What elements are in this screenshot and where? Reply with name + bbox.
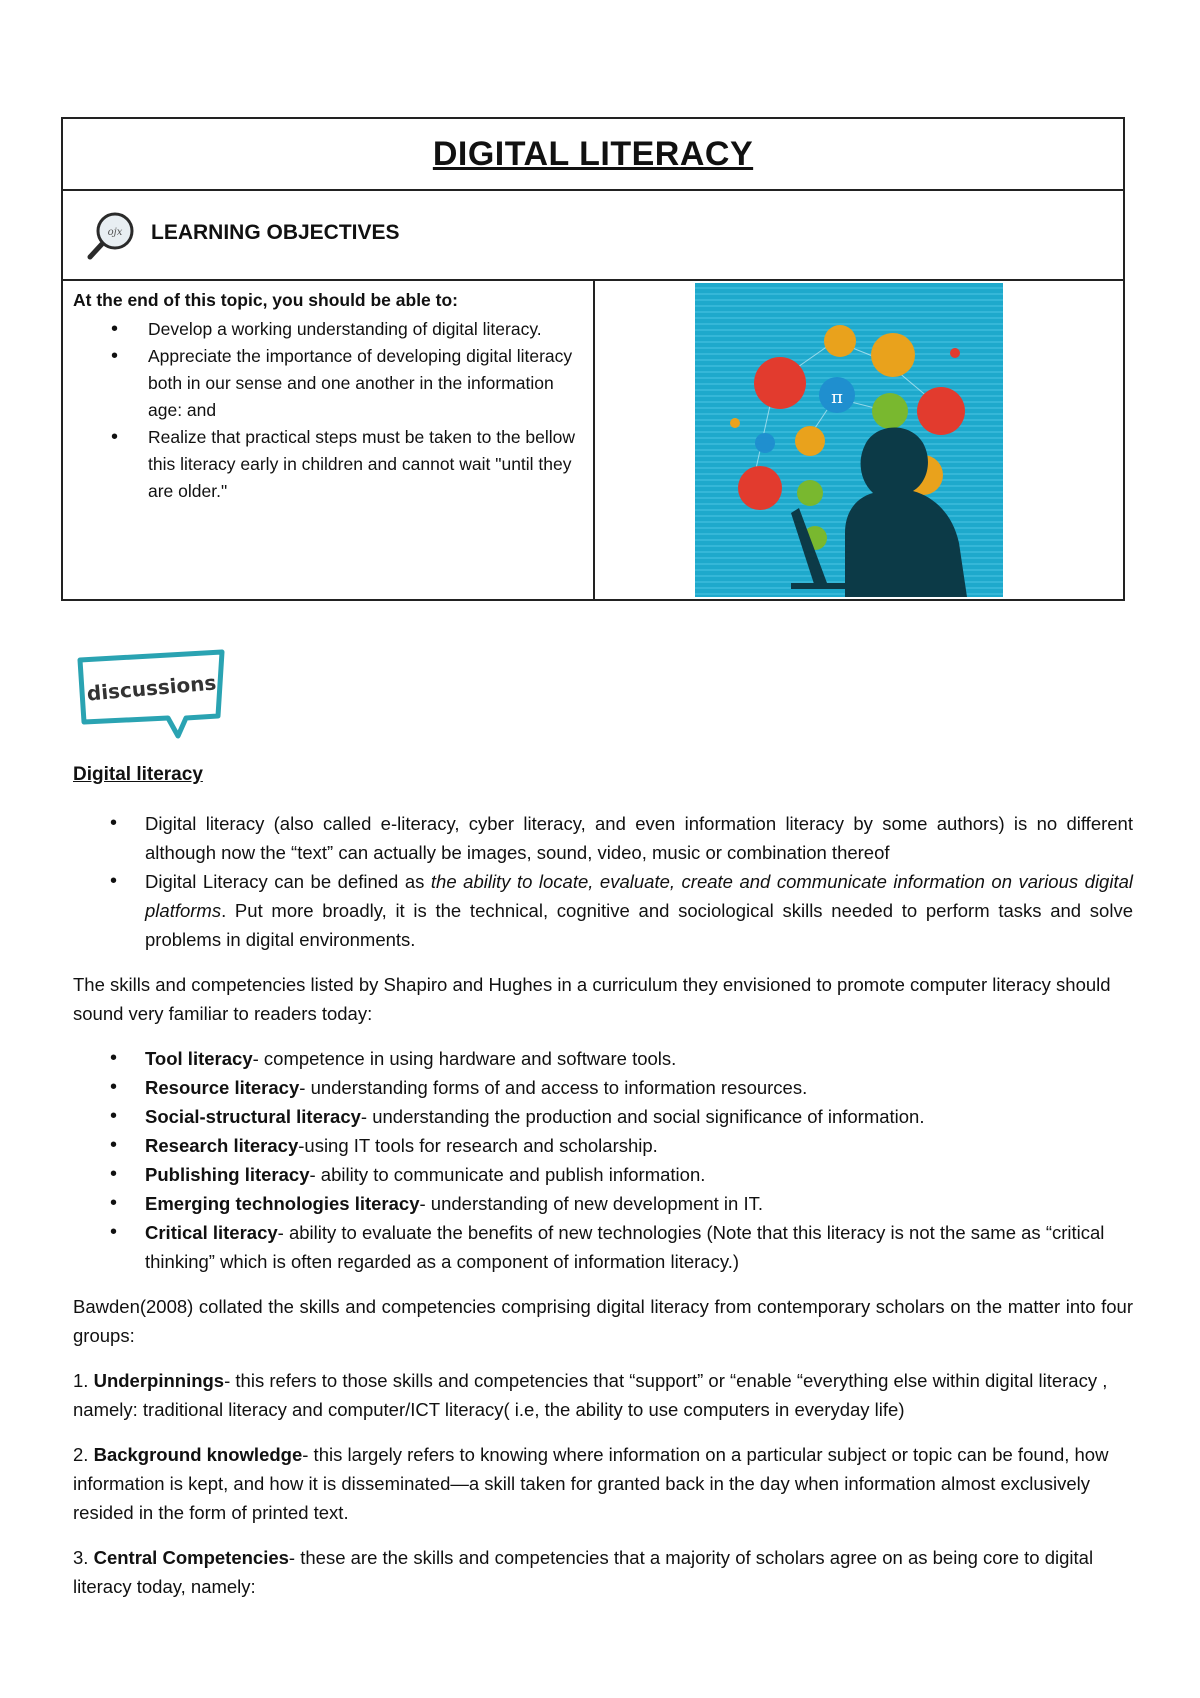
skill-item: [73, 1131, 1133, 1160]
svg-text:π: π: [831, 387, 843, 408]
group-term: Underpinnings: [93, 1370, 225, 1391]
skills-intro: The skills and competencies listed by Shapiro and Hughes in a curriculum they envisioned to promote computer literacy should sound very familiar to readers today:: [73, 974, 1111, 1024]
skill-item: [73, 1044, 1133, 1073]
skill-term: Emerging technologies literacy: [145, 1193, 420, 1214]
objectives-intro: At the end of this topic, you should be able to:: [73, 290, 458, 310]
bawden-paragraph: Bawden(2008) collated the skills and competencies comprising digital literacy from contemporary scholars on the matter into four groups:: [73, 1296, 1133, 1346]
objective-item: • Develop a working understanding of digital literacy.: [73, 316, 583, 343]
definition-lead: Digital Literacy can be defined as: [145, 871, 431, 892]
skill-desc: - understanding forms of and access to information resources.: [299, 1077, 808, 1098]
group-desc: - this largely refers to knowing where information on a particular subject or topic can be found, how information is kept, and how it is disseminated—a skill taken for granted back in the day when information almost exclusively resided in the form of printed text.: [73, 1444, 1109, 1523]
definition-item: [73, 867, 1133, 954]
skill-item: [73, 1218, 1133, 1276]
definition-italic: the ability to locate, evaluate, create and communicate information on various digital platforms: [145, 871, 1133, 921]
skill-desc: - ability to evaluate the benefits of new technologies (Note that this literacy is not the same as “critical thinking” which is often regarded as a component of information literacy.): [145, 1222, 1105, 1272]
discussions-label: discussions: [85, 670, 218, 706]
definition-item: • Digital literacy (also called e-literacy, cyber literacy, and even information literacy by some authors) is no different although now the “text” can actually be images, sound, video, music or combination thereof: [73, 809, 1133, 867]
objective-item: • Realize that practical steps must be taken to the bellow this literacy early in children and cannot wait "until they are older.": [73, 424, 583, 505]
skill-item: [73, 1189, 1133, 1218]
definition-rest: . Put more broadly, it is the technical, cognitive and sociological skills needed to perform tasks and solve problems in digital environments.: [145, 900, 1133, 950]
skill-item: [73, 1160, 1133, 1189]
skill-term: Social-structural literacy: [145, 1106, 361, 1127]
discussions-badge: [74, 648, 226, 740]
skill-term: Tool literacy: [145, 1048, 253, 1069]
skill-term: Critical literacy: [145, 1222, 278, 1243]
skill-desc: -using IT tools for research and scholarship.: [298, 1135, 658, 1156]
group-number: 2.: [73, 1444, 89, 1465]
objectives-cell: [63, 281, 595, 599]
skill-term: Resource literacy: [145, 1077, 300, 1098]
skill-desc: - understanding of new development in IT.: [419, 1193, 763, 1214]
group-term: Background knowledge: [93, 1444, 303, 1465]
group-item: [73, 1366, 1133, 1424]
digital-literacy-illustration: [695, 283, 1003, 597]
objective-item: • Appreciate the importance of developing digital literacy both in our sense and one another in the information age: and: [73, 343, 583, 424]
group-number: 1.: [73, 1370, 89, 1391]
illustration-cell: [595, 281, 1123, 599]
group-desc: - these are the skills and competencies that a majority of scholars agree on as being core to digital literacy today, namely:: [73, 1547, 1094, 1597]
group-item: [73, 1543, 1133, 1601]
svg-text:ojx: ojx: [107, 227, 123, 238]
objectives-body-row: [63, 281, 1123, 599]
definition-list: [73, 809, 1133, 954]
skill-item: [73, 1073, 1133, 1102]
section-heading: Digital literacy: [73, 764, 203, 785]
skill-term: Publishing literacy: [145, 1164, 310, 1185]
skill-desc: - understanding the production and social significance of information.: [360, 1106, 925, 1127]
header-table: [61, 117, 1125, 601]
learning-objectives-label: LEARNING OBJECTIVES: [151, 221, 400, 244]
skill-term: Research literacy: [145, 1135, 299, 1156]
objectives-row: [63, 191, 1123, 281]
group-item: [73, 1440, 1133, 1527]
group-term: Central Competencies: [93, 1547, 289, 1568]
skills-list: [73, 1044, 1133, 1276]
group-desc: - this refers to those skills and competencies that “support” or “enable “everything else within digital literacy , namely: traditional literacy and computer/ICT literacy( i.e, the ability to use computers in everyday life): [73, 1370, 1108, 1420]
objectives-list: [73, 316, 583, 505]
skill-desc: - competence in using hardware and software tools.: [252, 1048, 677, 1069]
page-title: DIGITAL LITERACY: [432, 134, 754, 173]
skill-item: [73, 1102, 1133, 1131]
magnifier-icon: [85, 209, 139, 263]
skill-desc: - ability to communicate and publish information.: [309, 1164, 706, 1185]
title-row: [63, 119, 1123, 191]
main-content: [73, 760, 1133, 1601]
group-number: 3.: [73, 1547, 89, 1568]
